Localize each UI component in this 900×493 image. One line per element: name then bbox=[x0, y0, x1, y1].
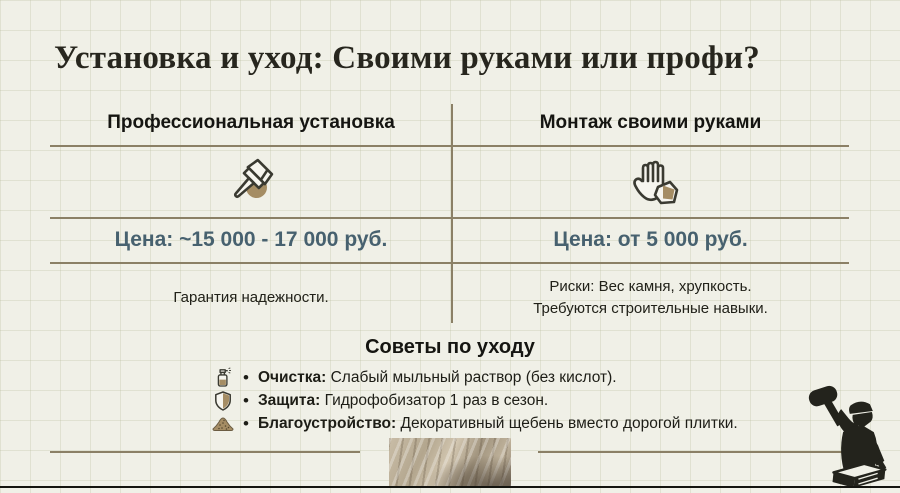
column-header-diy: Монтаж своими руками bbox=[539, 112, 762, 133]
tip-text-landscaping: Декоративный щебень вместо дорогой плитки. bbox=[396, 414, 738, 432]
divider-above-price bbox=[50, 217, 849, 219]
page-title: Установка и уход: Своими руками или профи? bbox=[54, 40, 760, 76]
tip-row-protection bbox=[212, 389, 738, 412]
price-professional: Цена: ~15 000 - 17 000 руб. bbox=[114, 228, 388, 251]
bullet-dot: • bbox=[243, 367, 249, 387]
hand-with-stone-icon bbox=[624, 154, 680, 210]
column-header-professional: Профессиональная установка bbox=[107, 112, 395, 133]
tip-row-cleaning bbox=[212, 366, 738, 389]
care-tips-list bbox=[212, 366, 738, 435]
bullet-dot: • bbox=[243, 390, 249, 410]
stonemason-illustration bbox=[797, 382, 893, 488]
paint-brush-icon bbox=[222, 154, 278, 210]
spray-bottle-icon bbox=[212, 367, 234, 388]
note-professional: Гарантия надежности. bbox=[173, 289, 329, 306]
divider-under-headers bbox=[50, 145, 849, 147]
tip-label-cleaning: Очистка: bbox=[257, 368, 327, 386]
bottom-rule-left bbox=[50, 451, 360, 453]
price-diy: Цена: от 5 000 руб. bbox=[553, 228, 748, 251]
tip-text-protection: Гидрофобизатор 1 раз в сезон. bbox=[320, 391, 549, 409]
tip-label-protection: Защита: bbox=[257, 391, 321, 409]
note-diy bbox=[452, 276, 849, 320]
note-diy-line2: Требуются строительные навыки. bbox=[533, 300, 768, 317]
stone-texture-photo bbox=[389, 438, 511, 488]
care-tips-heading: Советы по уходу bbox=[365, 336, 535, 358]
tip-text-cleaning: Слабый мыльный раствор (без кислот). bbox=[326, 368, 617, 386]
gravel-pile-icon bbox=[212, 416, 234, 432]
bullet-dot: • bbox=[243, 413, 249, 433]
tip-label-landscaping: Благоустройство: bbox=[257, 414, 397, 432]
divider-below-price bbox=[50, 262, 849, 264]
shield-icon bbox=[212, 391, 234, 411]
note-diy-line1: Риски: Вес камня, хрупкость. bbox=[549, 278, 752, 295]
tip-row-landscaping bbox=[212, 412, 738, 435]
